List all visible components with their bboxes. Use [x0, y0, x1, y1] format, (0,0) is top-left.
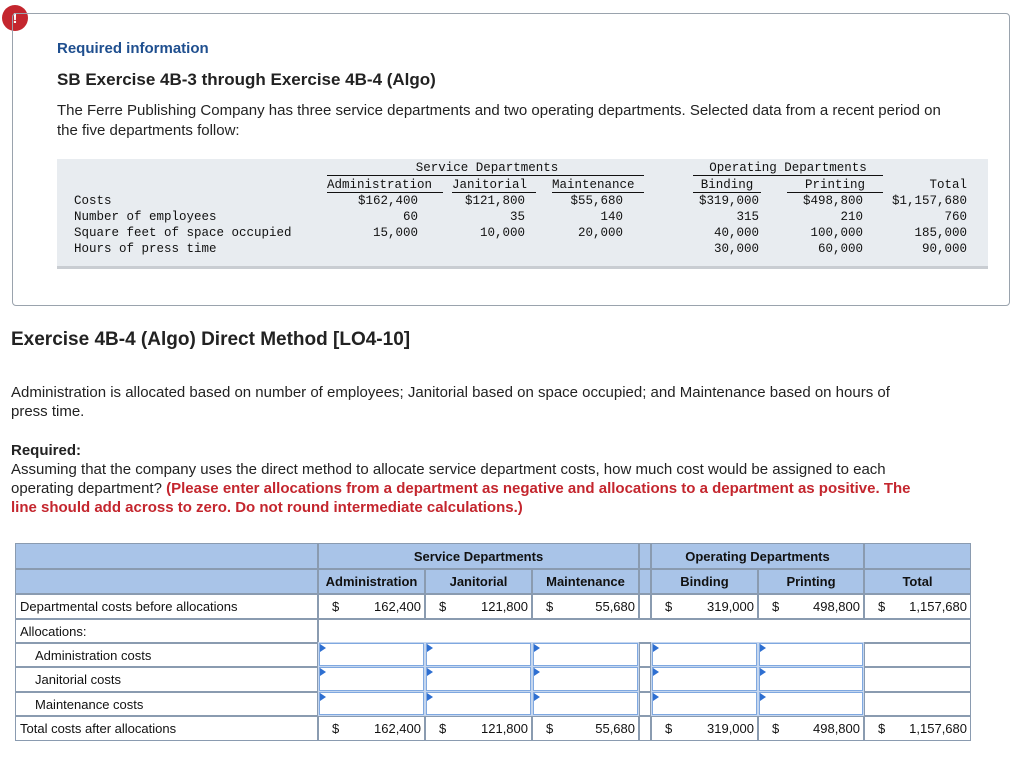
question-text-2: operating department? — [11, 480, 162, 497]
row-spacer — [639, 692, 651, 716]
exercise-set-title: SB Exercise 4B-3 through Exercise 4B-4 (Algo) — [57, 70, 436, 89]
instruction-text-2: line should add across to zero. Do not round intermediate calculations.) — [11, 499, 523, 516]
input-admin-administration[interactable] — [319, 643, 424, 666]
cell-maintenance-costs: $55,680 — [570, 194, 623, 208]
after-janitorial: $ 121,800 — [425, 716, 532, 741]
input-maintenance-printing[interactable] — [759, 692, 863, 715]
divider — [327, 175, 644, 176]
col-janitorial: Janitorial — [452, 178, 528, 192]
row-label-after: Total costs after allocations — [15, 716, 318, 741]
header-spacer — [639, 569, 651, 594]
cell-janitorial-employees: 35 — [509, 210, 525, 224]
header-blank — [15, 569, 318, 594]
row-label-employees: Number of employees — [74, 210, 217, 224]
row-label-square-feet: Square feet of space occupied — [74, 226, 292, 240]
maintenance-total-blank — [864, 692, 971, 716]
input-admin-maintenance[interactable] — [533, 643, 638, 666]
janitorial-total-blank — [864, 667, 971, 692]
service-departments-heading: Service Departments — [415, 161, 559, 175]
cell-admin-costs: $162,400 — [357, 194, 418, 208]
cell-binding-costs: $319,000 — [698, 194, 759, 208]
input-admin-janitorial[interactable] — [426, 643, 531, 666]
header-administration: Administration — [318, 569, 425, 594]
row-label-before: Departmental costs before allocations — [15, 594, 318, 619]
required-label: Required: — [11, 442, 82, 459]
question-line-2 — [11, 479, 1011, 498]
allocations-blank-row — [318, 619, 971, 643]
input-janitorial-janitorial[interactable] — [426, 667, 531, 691]
cell-binding-employees: 315 — [736, 210, 759, 224]
row-label-costs: Costs — [74, 194, 112, 208]
after-total: $ 1,157,680 — [864, 716, 971, 741]
cell-total-costs: $1,157,680 — [891, 194, 967, 208]
col-binding: Binding — [700, 178, 754, 192]
question-text-1: Assuming that the company uses the direct method to allocate service department costs, how much cost would be assigned to each — [11, 461, 886, 478]
input-janitorial-printing[interactable] — [759, 667, 863, 691]
operating-departments-header: Operating Departments — [651, 543, 864, 569]
before-administration: $ 162,400 — [318, 594, 425, 619]
before-binding: $ 319,000 — [651, 594, 758, 619]
row-label-press-time: Hours of press time — [74, 242, 217, 256]
instruction-text-1: (Please enter allocations from a department as negative and allocations to a department as positive. The — [166, 480, 911, 497]
before-total: $ 1,157,680 — [864, 594, 971, 619]
row-spacer — [639, 643, 651, 667]
cell-maintenance-employees: 140 — [600, 210, 623, 224]
cell-printing-employees: 210 — [840, 210, 863, 224]
cell-printing-press: 60,000 — [817, 242, 863, 256]
allocation-answer-grid — [15, 543, 971, 743]
row-label-maintenance-costs: Maintenance costs — [15, 692, 318, 716]
input-janitorial-maintenance[interactable] — [533, 667, 638, 691]
col-total: Total — [929, 178, 967, 192]
col-administration: Administration — [327, 178, 433, 192]
before-printing: $ 498,800 — [758, 594, 864, 619]
cell-admin-employees: 60 — [402, 210, 418, 224]
row-spacer — [639, 594, 651, 619]
cell-total-sqft: 185,000 — [914, 226, 967, 240]
input-janitorial-binding[interactable] — [652, 667, 757, 691]
cell-maintenance-sqft: 20,000 — [577, 226, 623, 240]
department-data-table — [57, 159, 988, 269]
cell-total-employees: 760 — [944, 210, 967, 224]
header-maintenance: Maintenance — [532, 569, 639, 594]
after-binding: $ 319,000 — [651, 716, 758, 741]
service-departments-header: Service Departments — [318, 543, 639, 569]
cell-binding-sqft: 40,000 — [713, 226, 759, 240]
cell-janitorial-sqft: 10,000 — [479, 226, 525, 240]
header-blank — [15, 543, 318, 569]
after-maintenance: $ 55,680 — [532, 716, 639, 741]
input-janitorial-administration[interactable] — [319, 667, 424, 691]
allocation-basis-text-1: Administration is allocated based on number of employees; Janitorial based on space occupied; and Maintenance based on hours of — [11, 384, 890, 401]
input-maintenance-administration[interactable] — [319, 692, 424, 715]
row-label-janitorial-costs: Janitorial costs — [15, 667, 318, 692]
row-label-admin-costs: Administration costs — [15, 643, 318, 667]
header-printing: Printing — [758, 569, 864, 594]
header-spacer — [639, 543, 651, 569]
header-blank — [864, 543, 971, 569]
col-printing: Printing — [804, 178, 865, 192]
row-label-allocations: Allocations: — [15, 619, 318, 643]
divider — [693, 175, 883, 176]
operating-departments-heading: Operating Departments — [709, 161, 867, 175]
cell-printing-costs: $498,800 — [802, 194, 863, 208]
cell-binding-press: 30,000 — [713, 242, 759, 256]
after-printing: $ 498,800 — [758, 716, 864, 741]
header-janitorial: Janitorial — [425, 569, 532, 594]
cell-janitorial-costs: $121,800 — [464, 194, 525, 208]
before-janitorial: $ 121,800 — [425, 594, 532, 619]
header-binding: Binding — [651, 569, 758, 594]
alert-icon: ! — [2, 5, 28, 31]
exercise-title: Exercise 4B-4 (Algo) Direct Method [LO4-10] — [11, 329, 411, 350]
cell-admin-sqft: 15,000 — [372, 226, 418, 240]
cell-printing-sqft: 100,000 — [810, 226, 863, 240]
required-info-heading: Required information — [57, 40, 209, 57]
input-maintenance-binding[interactable] — [652, 692, 757, 715]
cell-total-press: 90,000 — [921, 242, 967, 256]
table-scroll-bar — [57, 266, 988, 269]
intro-text: The Ferre Publishing Company has three service departments and two operating departments. Selected data from a recent period on the five departments follow: — [57, 102, 941, 139]
after-administration: $ 162,400 — [318, 716, 425, 741]
input-admin-binding[interactable] — [652, 643, 757, 666]
row-spacer — [639, 716, 651, 741]
admin-total-blank — [864, 643, 971, 667]
input-maintenance-maintenance[interactable] — [533, 692, 638, 715]
input-admin-printing[interactable] — [759, 643, 863, 666]
before-maintenance: $ 55,680 — [532, 594, 639, 619]
row-spacer — [639, 667, 651, 692]
col-maintenance: Maintenance — [552, 178, 635, 192]
input-maintenance-janitorial[interactable] — [426, 692, 531, 715]
header-total: Total — [864, 569, 971, 594]
allocation-basis-text-2: press time. — [11, 403, 85, 420]
